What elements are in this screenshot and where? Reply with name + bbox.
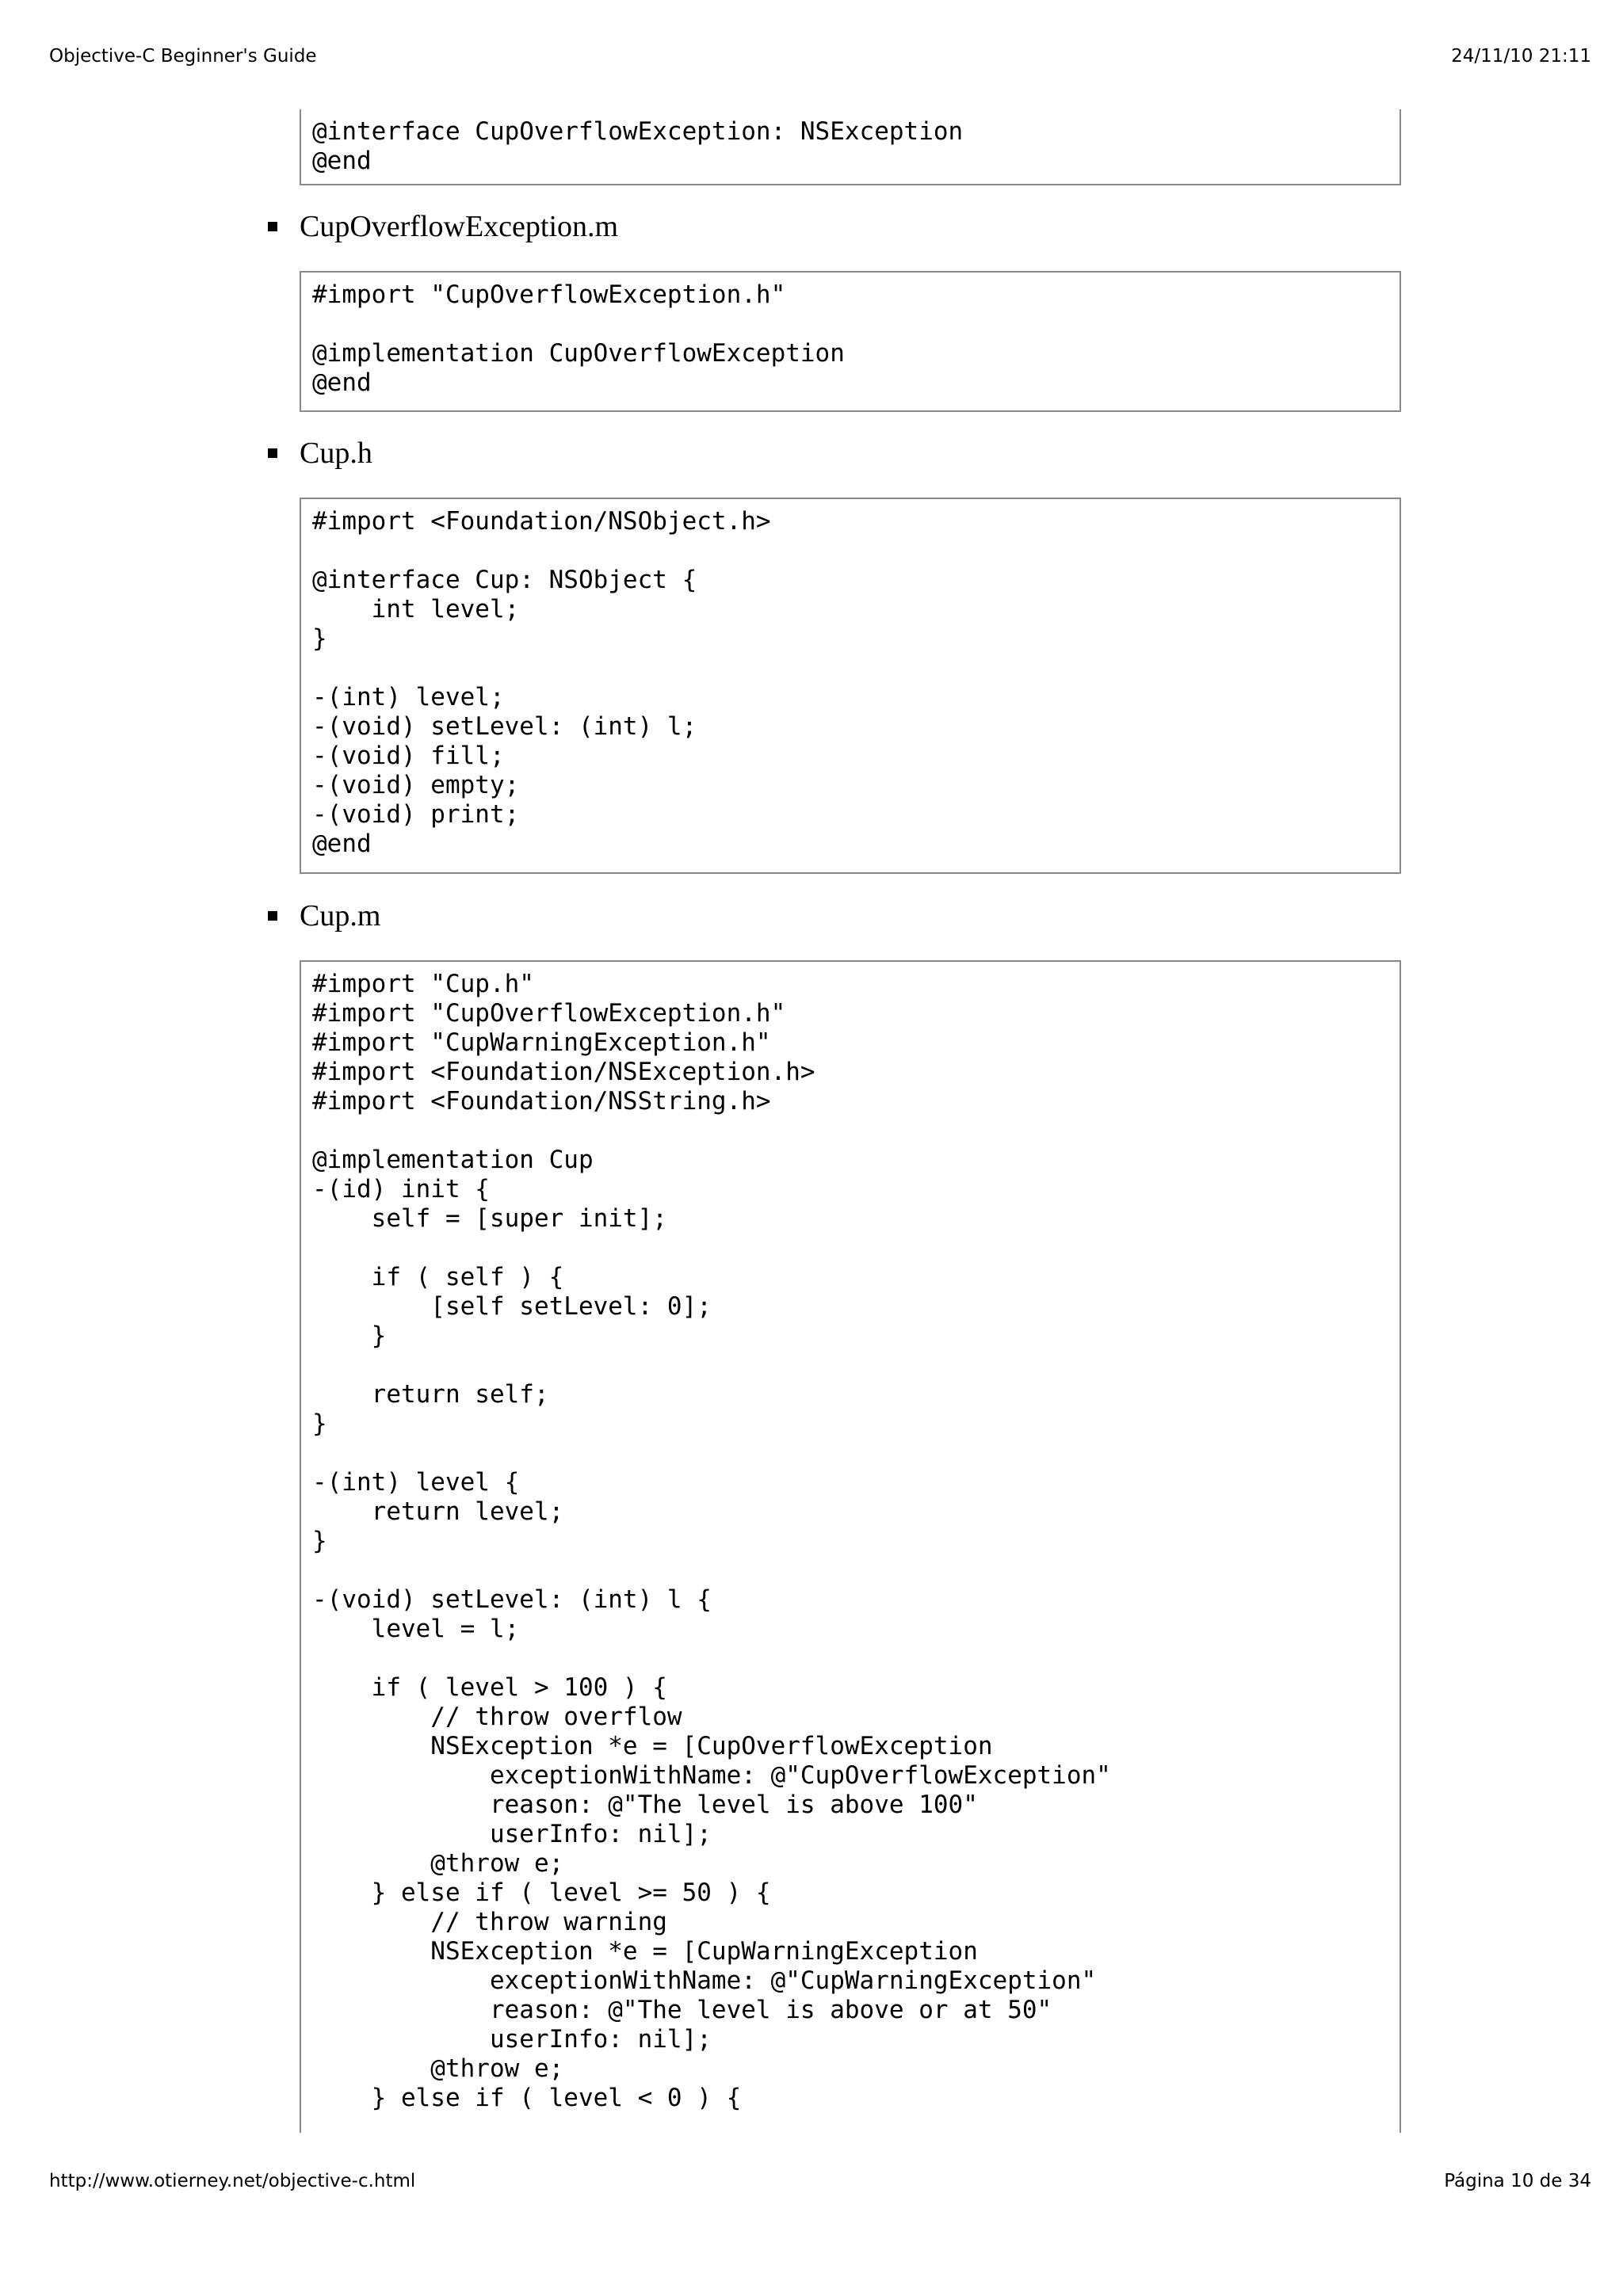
code-block-cupoverflowexception-m <box>300 271 1401 412</box>
list-item-cup-h <box>268 436 372 471</box>
page-footer-url: http://www.otierney.net/objective-c.html <box>49 2171 416 2191</box>
list-item-label: Cup.m <box>300 899 381 933</box>
code-block-cupoverflowexception-h-tail <box>300 109 1401 185</box>
list-item-cup-m <box>268 898 380 933</box>
code-block-cup-m <box>300 960 1401 2133</box>
square-bullet-icon <box>268 222 277 231</box>
code-text: #import <Foundation/NSObject.h> @interface Cup: NSObject { int level; } -(int) level; -(void) setLevel: (int) l; -(void) fill; -(void) empty; -(void) print; @end <box>312 507 771 858</box>
list-item-cupoverflowexception-m <box>268 209 618 244</box>
code-text: #import "CupOverflowException.h" @implementation CupOverflowException @end <box>312 280 845 397</box>
page-footer-page-number: Página 10 de 34 <box>1444 2171 1591 2191</box>
code-text: @interface CupOverflowException: NSException @end <box>312 117 964 175</box>
code-block-cup-h <box>300 498 1401 874</box>
square-bullet-icon <box>268 448 277 458</box>
code-text: #import "Cup.h" #import "CupOverflowException.h" #import "CupWarningException.h" #import <Foundation/NSException.h> #import <Foundation/NSString.h> @implementation Cup -(id) init { self = [super init]; if ( self ) { [self setLevel: 0]; } return self; } -(int) level { return level; } -(void) setLevel: (int) l { level = l; if ( level > 100 ) { // throw overflow NSException *e = [CupOverflowException exceptionWithName: @"CupOverflowException" reason: @"The level is above 100" userInfo: nil]; @throw e; } else if ( level >= 50 ) { // throw warning NSException *e = [CupWarningException exceptionWithName: @"CupWarningException" reason: @"The level is above or at 50" userInfo: nil]; @throw e; } else if ( level < 0 ) { <box>312 970 1111 2112</box>
page-header-datetime: 24/11/10 21:11 <box>1451 46 1591 67</box>
square-bullet-icon <box>268 911 277 921</box>
list-item-label: Cup.h <box>300 437 372 470</box>
page-header-title: Objective-C Beginner's Guide <box>49 46 317 67</box>
list-item-label: CupOverflowException.m <box>300 210 619 243</box>
